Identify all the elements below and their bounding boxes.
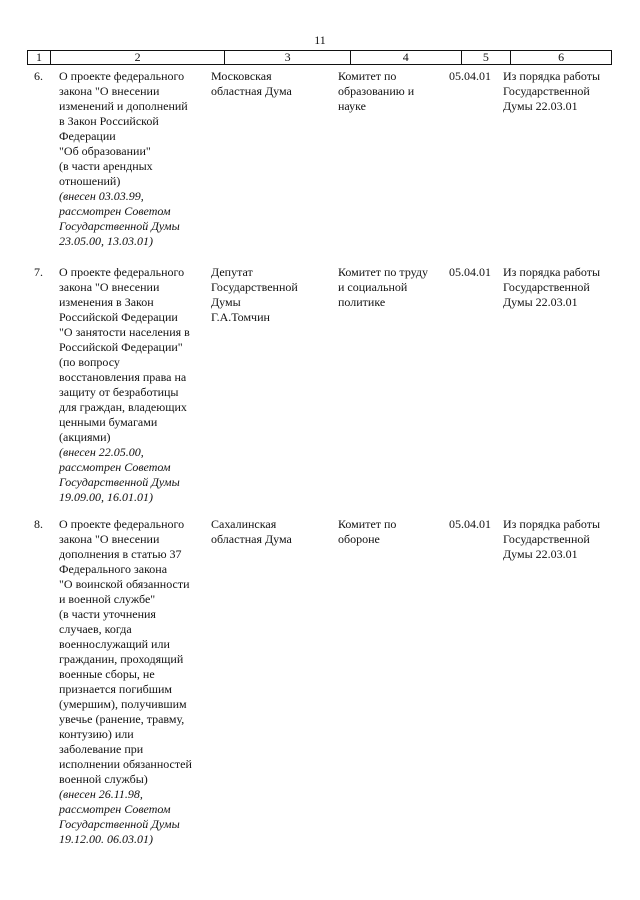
author-line: областная Дума	[211, 532, 292, 546]
title-line: увечье (ранение, травму,	[59, 712, 185, 726]
author-line: Сахалинская	[211, 517, 277, 531]
title-line: Федерального закона	[59, 562, 168, 576]
note-line: (внесен 22.05.00,	[59, 445, 144, 459]
committee-line: обороне	[338, 532, 380, 546]
note-line: Государственной Думы	[59, 219, 180, 233]
title-line: (в части уточнения	[59, 607, 156, 621]
bill-author	[211, 517, 336, 547]
note-line: рассмотрен Советом	[59, 204, 171, 218]
page-number: 11	[314, 33, 326, 47]
committee-line: политике	[338, 295, 386, 309]
title-line: признается погибшим	[59, 682, 173, 696]
title-line: (умершим), получившим	[59, 697, 187, 711]
title-line: Российской Федерации	[59, 310, 178, 324]
table-header-row	[27, 50, 612, 65]
order-line: Думы 22.03.01	[503, 547, 578, 561]
title-line: (акциями)	[59, 430, 111, 444]
responsible-committee	[338, 517, 450, 547]
order-line: Думы 22.03.01	[503, 295, 578, 309]
title-line: и военной службе"	[59, 592, 156, 606]
order-source	[503, 69, 615, 114]
title-line: закона "О внесении	[59, 280, 160, 294]
title-line: случаев, когда	[59, 622, 132, 636]
title-line: отношений)	[59, 174, 121, 188]
author-line: Г.А.Томчин	[211, 310, 270, 324]
title-line: "О занятости населения в	[59, 325, 190, 339]
committee-line: образованию и	[338, 84, 415, 98]
title-line: закона "О внесении	[59, 532, 160, 546]
title-line: ценными бумагами	[59, 415, 158, 429]
title-line: защиту от безработицы	[59, 385, 179, 399]
review-date: 05.04.01	[449, 69, 491, 83]
title-line: для граждан, владеющих	[59, 400, 187, 414]
bill-title	[59, 265, 229, 505]
title-line: О проекте федерального	[59, 517, 185, 531]
note-line: Государственной Думы	[59, 817, 180, 831]
author-line: Думы	[211, 295, 241, 309]
header-col-2: 2	[51, 51, 225, 64]
responsible-committee	[338, 69, 450, 114]
title-line: "Об образовании"	[59, 144, 151, 158]
title-line: военные сборы, не	[59, 667, 155, 681]
title-line: в Закон Российской	[59, 114, 159, 128]
title-line: "О воинской обязанности	[59, 577, 190, 591]
title-line: военнослужащий или	[59, 637, 170, 651]
order-line: Из порядка работы	[503, 517, 601, 531]
note-line: Государственной Думы	[59, 475, 180, 489]
committee-line: Комитет по труду	[338, 265, 429, 279]
header-col-3: 3	[225, 51, 351, 64]
committee-line: науке	[338, 99, 366, 113]
title-line: Российской Федерации"	[59, 340, 183, 354]
header-col-4: 4	[351, 51, 462, 64]
title-line: О проекте федерального	[59, 265, 185, 279]
title-line: военной службы)	[59, 772, 148, 786]
bill-author	[211, 265, 336, 325]
row-number: 6.	[34, 69, 43, 83]
order-line: Государственной	[503, 84, 590, 98]
review-date: 05.04.01	[449, 265, 491, 279]
order-line: Из порядка работы	[503, 265, 601, 279]
bill-title	[59, 517, 229, 847]
title-line: закона "О внесении	[59, 84, 160, 98]
title-line: (в части арендных	[59, 159, 153, 173]
order-line: Государственной	[503, 532, 590, 546]
order-source	[503, 265, 615, 310]
review-date: 05.04.01	[449, 517, 491, 531]
committee-line: Комитет по	[338, 69, 397, 83]
author-line: Депутат	[211, 265, 253, 279]
header-col-6: 6	[558, 50, 565, 64]
title-line: изменения в Закон	[59, 295, 154, 309]
title-line: заболевание при	[59, 742, 144, 756]
title-line: контузию) или	[59, 727, 134, 741]
note-line: рассмотрен Советом	[59, 802, 171, 816]
row-number: 8.	[34, 517, 43, 531]
order-source	[503, 517, 615, 562]
author-line: Государственной	[211, 280, 298, 294]
order-line: Государственной	[503, 280, 590, 294]
order-line: Из порядка работы	[503, 69, 601, 83]
title-line: дополнения в статью 37	[59, 547, 182, 561]
bill-title	[59, 69, 229, 249]
bill-author	[211, 69, 336, 99]
title-line: исполнении обязанностей	[59, 757, 192, 771]
note-line: 19.09.00, 16.01.01)	[59, 490, 153, 504]
note-line: 23.05.00, 13.03.01)	[59, 234, 153, 248]
note-line: (внесен 26.11.98,	[59, 787, 143, 801]
author-line: областная Дума	[211, 84, 292, 98]
title-line: гражданин, проходящий	[59, 652, 184, 666]
committee-line: Комитет по	[338, 517, 397, 531]
title-line: О проекте федерального	[59, 69, 185, 83]
note-line: 19.12.00. 06.03.01)	[59, 832, 153, 846]
header-col-1: 1	[28, 51, 51, 64]
author-line: Московская	[211, 69, 272, 83]
row-number: 7.	[34, 265, 43, 279]
order-line: Думы 22.03.01	[503, 99, 578, 113]
title-line: (по вопросу	[59, 355, 120, 369]
responsible-committee	[338, 265, 450, 310]
committee-line: и социальной	[338, 280, 408, 294]
note-line: рассмотрен Советом	[59, 460, 171, 474]
header-col-5: 5	[462, 51, 512, 64]
title-line: изменений и дополнений	[59, 99, 188, 113]
note-line: (внесен 03.03.99,	[59, 189, 144, 203]
title-line: Федерации	[59, 129, 116, 143]
title-line: восстановления права на	[59, 370, 187, 384]
